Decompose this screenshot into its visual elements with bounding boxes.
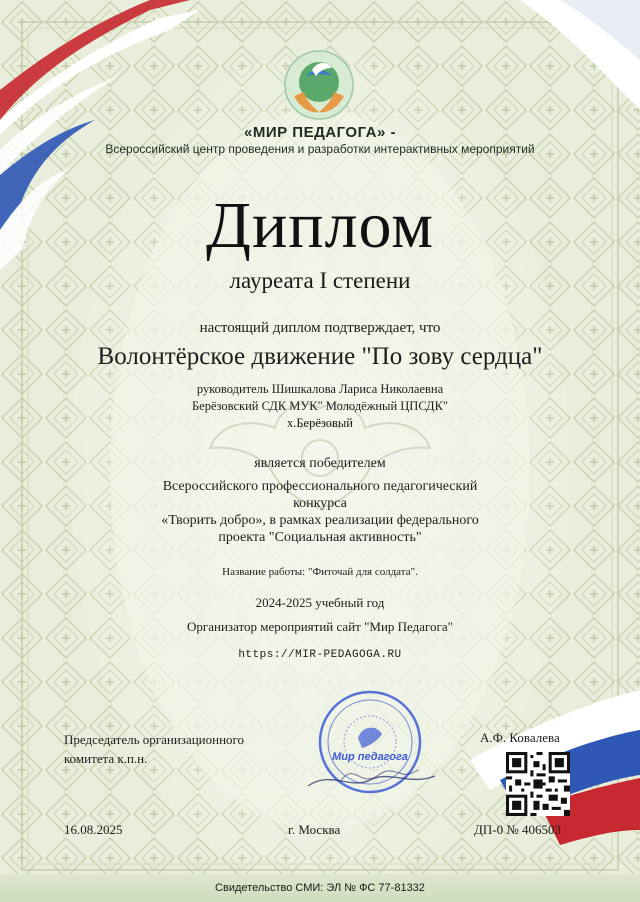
leader-line: руководитель Шишкалова Лариса Николаевна <box>196 382 444 396</box>
document-title: Диплом <box>205 189 435 262</box>
winner-text: является победителем <box>254 456 386 471</box>
work-name: Название работы: "Фиточай для солдата". <box>222 566 418 578</box>
chair-line: комитета к.п.н. <box>64 751 148 766</box>
leader-line: х.Берёзовый <box>286 416 353 430</box>
qr-code-icon[interactable] <box>506 752 570 816</box>
recipient-name: Волонтёрское движение "По зову сердца" <box>97 343 543 370</box>
chair-title <box>64 730 244 768</box>
issue-date: 16.08.2025 <box>64 822 123 837</box>
confirmation-text: настоящий диплом подтверждает, что <box>199 320 441 336</box>
contest-line: конкурса <box>293 496 347 511</box>
document-subtitle: лауреата I степени <box>229 268 411 293</box>
organizer-text: Организатор мероприятий сайт "Мир Педагога" <box>187 619 453 634</box>
media-registration: Свидетельство СМИ: ЭЛ № ФС 77-81332 <box>215 882 425 894</box>
school-year: 2024-2025 учебный год <box>255 595 385 610</box>
contest-info <box>0 478 640 546</box>
contest-line: «Творить добро», в рамках реализации федерального <box>161 513 479 528</box>
leader-info <box>0 381 640 432</box>
issue-city: г. Москва <box>288 822 341 837</box>
diploma-number: ДП-0 № 406503 <box>474 822 561 837</box>
contest-line: Всероссийского профессионального педагогический <box>162 479 478 494</box>
chair-line: Председатель организационного <box>64 732 245 747</box>
leader-line: Берёзовский СДК МУК" Молодёжный ЦПСДК" <box>191 399 449 413</box>
organization-description: Всероссийский центр проведения и разработки интерактивных мероприятий <box>105 142 535 156</box>
stamp-label: Мир педагога <box>332 751 408 763</box>
organization-name: «МИР ПЕДАГОГА» - <box>244 124 396 141</box>
signer-name: А.Ф. Ковалева <box>480 730 560 745</box>
website-link[interactable]: https://MIR-PEDAGOGA.RU <box>238 649 402 661</box>
round-stamp <box>300 690 440 800</box>
contest-line: проекта "Социальная активность" <box>218 530 422 545</box>
